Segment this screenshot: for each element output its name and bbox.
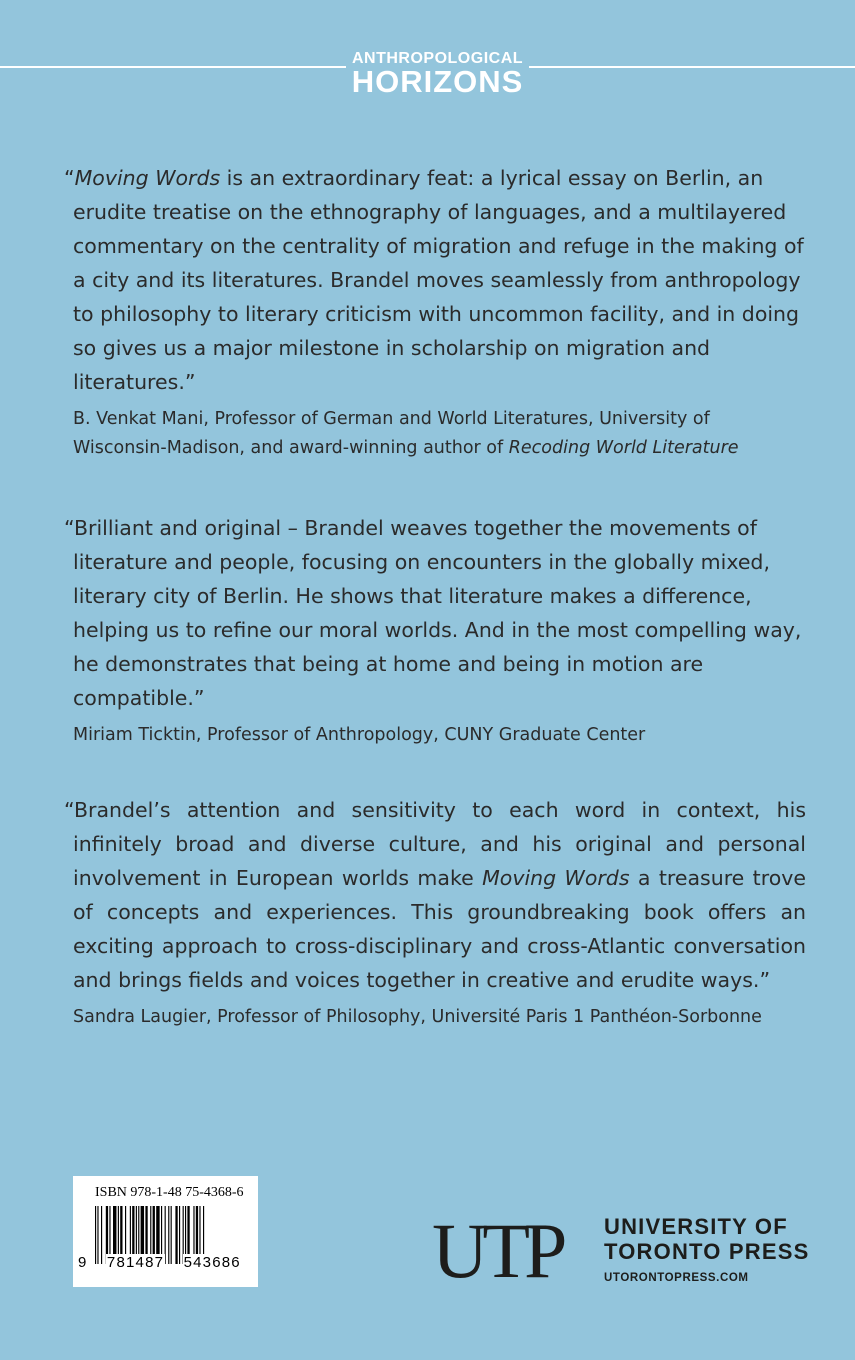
barcode-digits-left: 781487 — [106, 1254, 165, 1271]
endorsement-quote — [64, 793, 806, 997]
quote-text: a treasure trove of concepts and experiences. This groundbreaking book offers an exciting approach to cross-disciplinary and cross-Atlantic conversation and brings fields and voices together in creative and erudite ways.” — [73, 866, 806, 992]
attribution-text: B. Venkat Mani, Professor of German and World Literatures, University of Wisconsin-Madison, and award-winning author of — [73, 409, 710, 458]
publisher-name-line1: UNIVERSITY OF — [604, 1214, 788, 1239]
endorsement-quote — [64, 161, 806, 399]
endorsement-2 — [64, 511, 806, 750]
endorsement-attribution: Sandra Laugier, Professor of Philosophy, Université Paris 1 Panthéon-Sorbonne — [73, 1007, 762, 1027]
publisher-name-line2: TORONTO PRESS — [604, 1239, 810, 1264]
utp-logo: UTP — [432, 1207, 562, 1294]
endorsement-quote: “Brilliant and original – Brandel weaves together the movements of literature and people, focusing on encounters in the globally mixed, literary city of Berlin. He shows that literature makes a difference, helping us to refine our moral worlds. And in the most compelling way, he demonstrates that being at home and being in motion are compatible.” — [64, 516, 802, 710]
isbn-label: ISBN 978-1-48 75-4368-6 — [95, 1185, 244, 1200]
publisher-url[interactable]: UTORONTOPRESS.COM — [604, 1272, 749, 1284]
book-title: Moving Words — [482, 866, 630, 890]
endorsement-attribution — [73, 405, 806, 463]
series-name-line2: HORIZONS — [351, 64, 524, 99]
open-quote: “ — [64, 166, 75, 190]
endorsement-1 — [64, 161, 806, 463]
series-logo — [330, 49, 545, 97]
attribution-book-title: Recoding World Literature — [508, 438, 739, 458]
barcode-digit-first: 9 — [78, 1254, 88, 1271]
quote-text: is an extraordinary feat: a lyrical essay on Berlin, an erudite treatise on the ethnography of languages, and a multilayered commentary on the centrality of migration and refuge in the making of a city and its literatures. Brandel moves seamlessly from anthropology to philosophy to literary criticism with uncommon facility, and in doing so gives us a major milestone in scholarship on migration and literatures.” — [73, 166, 804, 394]
barcode-digits-right: 543686 — [183, 1254, 241, 1271]
book-title: Moving Words — [74, 166, 221, 190]
publisher-name — [604, 1214, 810, 1264]
endorsement-3 — [64, 793, 806, 1032]
quote-text: “Brandel’s attention and sensitivity to each word in context, his infinitely broad and diverse culture, and his original and personal involvement in European worlds make — [64, 798, 806, 890]
endorsement-attribution: Miriam Ticktin, Professor of Anthropology, CUNY Graduate Center — [73, 725, 646, 745]
isbn-barcode — [73, 1176, 258, 1287]
series-name-line1: ANTHROPOLOGICAL — [346, 49, 529, 69]
barcode-digits — [77, 1254, 257, 1271]
